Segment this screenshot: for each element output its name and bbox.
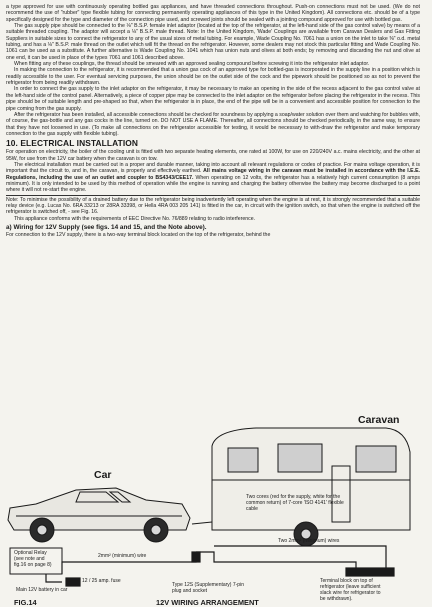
document-page — [6, 4, 420, 238]
paragraph-terminal-block: For connection to the 12V supply, there is a two-way terminal block located on the top of the refrigerator, behind the — [6, 232, 271, 238]
caravan-label: Caravan — [358, 414, 400, 426]
optional-relay-label: Optional Relay (see note and fig.16 on page 8) — [14, 550, 52, 568]
figure-number: FIG.14 — [14, 598, 37, 607]
paragraph-eec-directive: This appliance conforms with the requirements of EEC Directive No. 76/889 relating to radio interference. — [14, 215, 256, 222]
paragraph-coupling-sealant: When fitting any of these couplings, the thread should be smeared with an approved sealing compound before screwing it into the refrigerator inlet adaptor. — [14, 61, 370, 68]
terminal-block-label: Terminal block on top of refrigerator (leave sufficient slack wire for refrigerator to be withdrawn). — [320, 578, 381, 602]
paragraph-inlet-opening: In order to connect the gas supply to the inlet adaptor on the refrigerator, it may be necessary to make an opening in the side of the recess adjacent to the gas control valve at the left-hand side of the control panel. Alternatively, a piece of copper pipe may be connected to the inlet adaptor on the refrigerator before placing the refrigerator in the recess. This pipe should be of suitable length and pre-shaped so that, when the refrigerator is in place, the end of the pipe will be in a convenient and accessible position for connection to the pipe coming from the gas supply. — [6, 86, 420, 112]
two-cores-label: Two cores (red for the supply, white for the common return) of 7-core 'ISO 4141' flexible cable — [246, 494, 344, 512]
car-drawing — [8, 488, 190, 542]
section-heading-electrical: 10. ELECTRICAL INSTALLATION — [6, 138, 139, 149]
paragraph-soundness-check: After the refrigerator has been installed, all accessible connections should be checked for soundness by applying a soap/water solution over them and watching for bubbles with, of course, the gas-bottle and any gas cocks in the line, turned on. DO NOT USE A FLAME. Thereafter, all connections should be checked periodically, in the same way, to ensure that they have not loosened in use. (To make all connections on the refrigerator accessible for testing, it would be necessary to with-draw the refrigerator and make temporary connection to the gas supply with flexible tubing). — [6, 111, 420, 137]
car-label: Car — [94, 469, 112, 481]
twelve-volt-text: When operating on 12 volts, the refrigerator has a relatively high current consumption (8 amps minimum). It is only intended to be used by this method of operation while the engine is running and charging the battery otherwise the battery may become discharged to a point where it will not re-start the engine. — [6, 174, 420, 194]
caravan-drawing — [192, 428, 410, 546]
paragraph-note-relay: Note: To minimise the possibility of a drained battery due to the refrigerator being inadvertently left operating when the engine is at rest, it is strongly recommended that a suitable relay device (e.g. Lucas No. 6RA 33213 or 28RA 33398, or Hella 4RA 003 205 141) is fitted in the car, in circuit with the ignition switch, so that when the engine is switched off the refrigerator is switched off, - see Fig. 16. — [6, 196, 420, 216]
installation-text: The electrical installation must be carried out in a proper and durable manner, taking into account all relevant regulations or codes of practice. For mains voltage operation, it is important that the circuit to, and in, the caravan, is properly and effectively earthed. — [6, 161, 420, 175]
battery-label: Main 12V battery in car — [16, 587, 68, 593]
figure-title: 12V WIRING ARRANGEMENT — [156, 598, 259, 607]
paragraph-gas-fittings: a type approved for use with continuously operating bottled gas appliances, and have threaded connections throughout. Push-on connections must not be used. (We do not recommend the use of "rubber" type flexible tubing for connecting permanently operating appliances of this type in the United Kingdom). All connections etc. should be of a type specifically designed for the type and diameter of the connection pipe used, and screwed joints should be sealed with a jointing compound approved for use with bottled gas. — [6, 4, 420, 23]
subsection-heading-wiring-12v: a) Wiring for 12V Supply (see figs. 14 and 15, and the Note above). — [6, 224, 207, 231]
fuse-label: 12 / 25 amp. fuse — [82, 578, 121, 584]
paragraph-heating-elements: For operation on electricity, the boiler of the cooling unit is fitted with two separate heating elements, one rated at 100W, for use on 220/240V a.c. mains electricity, and the other at 95W, for use from the 12V car battery when the caravan is on tow. — [6, 149, 420, 162]
iee-regulations-text: All mains voltage wiring in the caravan must be installed in accordance with the I.E.E. Regulations, including the use of an outlet and coupler to BS4343/CEE17. — [6, 168, 420, 181]
paragraph-gas-supply-pipe: The gas supply pipe should be connected to the ⅛" B.S.P. female inlet adaptor (located at the top of the refrigerator, at the left-hand side of the gas control valve) by means of a suitable threaded coupling. The adaptor will accept a ⅛" B.S.P. male thread. Note: In the United Kingdom, 'Wade' Couplings are available from Caravan Dealers and Gas Fitting Suppliers in suitable sizes to connect the refrigerator to any of the usual sizes of metal tubing. For example, Wade Coupling No. 7061 has a union on the inlet to take ⅜" o.d. metal tubing, and has a ⅛" B.S.P. male thread on the outlet which will fit the thread on the refrigerator. However, some dealers may not stock this particular fitting and Wade Coupling No. 1061 can be used as a substitute. A further alternative is Wade Coupling No. 1041 which has union nuts and olives at both ends; by removing and discarding the nut and olive at one end, it can be used in place of the types 7061 and 1061 described above. — [6, 23, 420, 61]
figure-wiring-arrangement — [6, 412, 420, 607]
car-wire-label: 2mm² (minimum) wire — [98, 553, 147, 559]
caravan-wire-label: Two 2mm² (minimum) wires — [278, 538, 340, 544]
paragraph-gas-cock: In making the connection to the refrigerator, it is recommended that a union gas cock of an approved type for bottled-gas is incorporated in the supply line in a position which is readily accessible to the user. For eventual servicing purposes, the union should be on the outlet side of the cock and the pipework should be positioned so as not to prevent the refrigerator from being readily withdrawn. — [6, 67, 420, 87]
paragraph-electrical-installation — [6, 162, 420, 194]
plug-socket-label: Type 12S (Supplementary) 7-pin plug and socket — [172, 582, 244, 594]
